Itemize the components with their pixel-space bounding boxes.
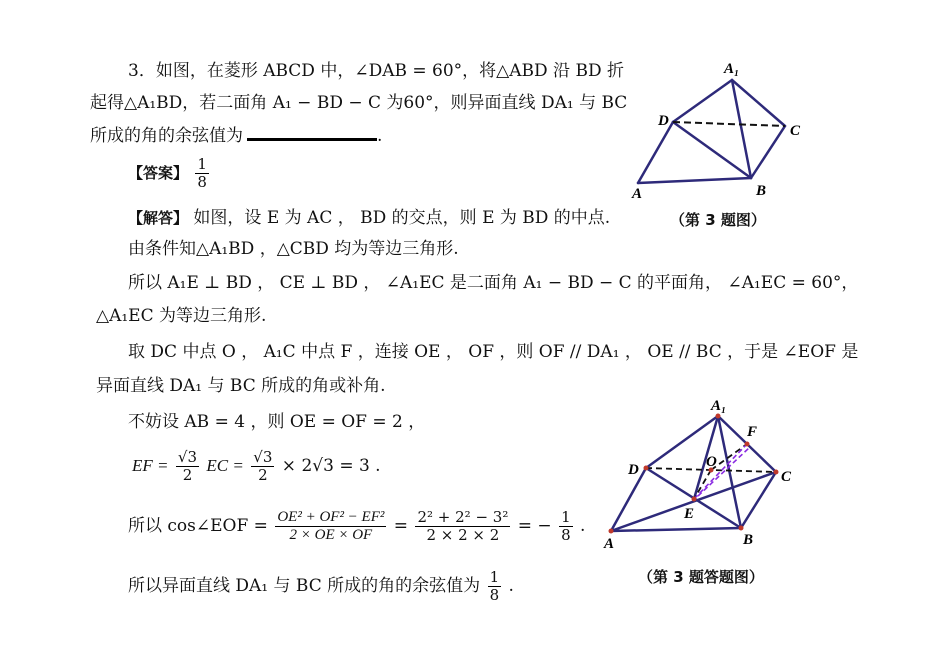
edge-DA1: [673, 80, 732, 122]
ef-rhs: × 2√3 = 3 .: [281, 456, 381, 476]
ef-frac1-den: 2: [182, 466, 193, 484]
final-end: .: [508, 576, 514, 596]
figure-2-caption: （第 3 题答题图）: [638, 568, 764, 586]
edge-AB: [638, 178, 751, 183]
solution-line-7: 不妨设 AB = 4 ，则 OE = OF = 2 ，: [128, 412, 426, 432]
solution-line-6: 异面直线 DA₁ 与 BC 所成的角或补角.: [96, 376, 386, 396]
answer-fraction: [195, 156, 209, 191]
label-F: F: [747, 424, 758, 440]
cos-eq2: = −: [517, 516, 552, 536]
problem-line-3-text: 所成的角的余弦值为: [90, 126, 243, 146]
point-D: [644, 466, 649, 471]
label-A: A: [604, 536, 615, 552]
label-C: C: [781, 469, 792, 485]
cos-fraction-3: [559, 509, 573, 544]
final-num: 1: [489, 568, 500, 586]
solution-line-4: △A₁EC 为等边三角形.: [96, 306, 267, 326]
label-A: A: [632, 186, 643, 200]
cos-frac3-num: 1: [561, 508, 571, 526]
final-line: [128, 566, 514, 606]
figure-1-caption: （第 3 题图）: [670, 211, 766, 229]
problem-line-3: 所成的角的余弦值为 .: [90, 126, 383, 146]
edge-DB: [673, 122, 751, 178]
label-E: E: [684, 506, 695, 522]
label-D: D: [628, 462, 639, 478]
cos-end: .: [580, 516, 586, 536]
cos-fraction-2: [415, 509, 510, 544]
edge-AD: [638, 122, 673, 183]
point-E: [692, 497, 697, 502]
edge-BC: [741, 472, 776, 528]
cos-equation: [128, 506, 585, 546]
solution-line-1: [128, 207, 610, 229]
point-A1: [716, 414, 721, 419]
edge-AB: [611, 528, 741, 531]
label-A1: A₁: [711, 398, 727, 414]
edge-AC: [611, 472, 776, 531]
label-D: D: [658, 113, 669, 129]
ef-frac2-num: √3: [253, 448, 273, 466]
label-B: B: [756, 183, 767, 199]
answer-row: [128, 156, 211, 191]
problem-line-1: 3．如图，在菱形 ABCD 中，∠DAB = 60°，将△ABD 沿 BD 折: [128, 61, 624, 81]
answer-label: 【答案】: [128, 164, 189, 182]
cos-frac2-num: 2² + 2² − 3²: [417, 508, 509, 526]
ef-lhs: EF =: [132, 456, 169, 475]
final-text: 所以异面直线 DA₁ 与 BC 所成的角的余弦值为: [128, 576, 481, 596]
ef-frac1-num: √3: [177, 448, 198, 466]
label-A1: A₁: [724, 61, 740, 77]
answer-denominator: 8: [197, 173, 207, 191]
cos-frac2-den: 2 × 2 × 2: [426, 526, 500, 544]
solution-label: 【解答】: [128, 209, 189, 227]
edge-A1B: [718, 416, 741, 528]
edge-DC-hidden: [673, 122, 785, 126]
point-B: [739, 526, 744, 531]
label-O: O: [706, 454, 717, 470]
ef-fraction-1: [176, 449, 199, 484]
solution-line-3: 所以 A₁E ⊥ BD ， CE ⊥ BD ， ∠A₁EC 是二面角 A₁ − BD − C 的平面角， ∠A₁EC = 60°，: [128, 273, 859, 293]
ef-mid: EC =: [206, 456, 244, 475]
solution-line-5: 取 DC 中点 O ， A₁C 中点 F ，连接 OE ， OF ，则 OF // DA₁ ， OE // BC ，于是 ∠EOF 是: [128, 342, 859, 362]
label-B: B: [743, 532, 754, 548]
cos-frac3-den: 8: [561, 526, 571, 544]
cos-frac1-den: 2 × OE × OF: [289, 527, 373, 543]
answer-blank: [247, 124, 377, 141]
ef-fraction-2: [251, 449, 274, 484]
solution-line-1-text: 如图，设 E 为 AC ， BD 的交点，则 E 为 BD 的中点.: [193, 208, 611, 228]
ef-equation: [132, 446, 381, 486]
cos-frac1-num: OE² + OF² − EF²: [277, 509, 385, 525]
cos-lhs: 所以 cos∠EOF =: [128, 516, 268, 536]
point-F: [745, 442, 750, 447]
final-den: 8: [489, 586, 500, 604]
answer-numerator: 1: [197, 155, 207, 173]
cos-eq: =: [393, 516, 409, 536]
edge-BC: [751, 126, 785, 178]
figure-2-diagram: [598, 396, 808, 556]
cos-fraction-1: [275, 509, 386, 544]
point-C: [774, 470, 779, 475]
figure-1-diagram: [620, 55, 810, 200]
label-C: C: [790, 123, 801, 139]
ef-frac2-den: 2: [258, 466, 268, 484]
final-fraction: [488, 569, 502, 604]
problem-line-2: 起得△A₁BD，若二面角 A₁ − BD − C 为60°，则异面直线 DA₁ 与 BC: [90, 93, 628, 113]
solution-line-2: 由条件知△A₁BD ，△CBD 均为等边三角形.: [128, 239, 459, 259]
point-A: [609, 529, 614, 534]
